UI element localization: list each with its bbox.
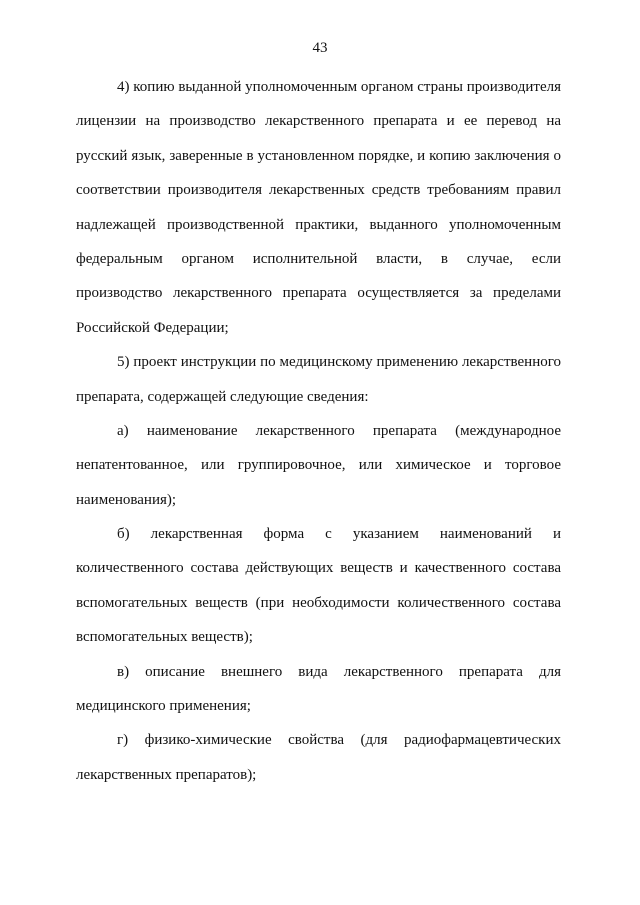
text-line: препарата, содержащей следующие сведения: xyxy=(76,388,369,405)
text-line: производство лекарственного препарата осуществляется за пределами xyxy=(76,285,561,302)
text-line: наименования); xyxy=(76,491,177,508)
text-line: а) наименование лекарственного препарата (международное xyxy=(117,422,561,439)
text-line: 4) копию выданной уполномоченным органом страны производителя xyxy=(117,79,561,95)
page-number: 43 xyxy=(312,40,328,56)
text-line: лицензии на производство лекарственного препарата и ее перевод на xyxy=(76,113,561,130)
document-body xyxy=(76,70,561,792)
text-line: вспомогательных веществ (при необходимости количественного состава xyxy=(76,594,561,611)
text-line: Российской Федерации; xyxy=(76,319,229,336)
text-line: федеральным органом исполнительной власти, в случае, если xyxy=(76,250,561,267)
text-line: б) лекарственная форма с указанием наименований и xyxy=(117,526,561,543)
text-line: вспомогательных веществ); xyxy=(76,629,253,646)
text-line: русский язык, заверенные в установленном порядке, и копию заключения о xyxy=(76,147,561,164)
text-line: надлежащей производственной практики, выданного уполномоченным xyxy=(76,216,561,233)
text-line: медицинского применения; xyxy=(76,698,251,715)
text-line: в) описание внешнего вида лекарственного препарата для xyxy=(117,663,561,680)
text-line: 5) проект инструкции по медицинскому применению лекарственного xyxy=(117,354,561,371)
text-line: количественного состава действующих веществ и качественного состава xyxy=(76,560,561,577)
text-line: соответствии производителя лекарственных средств требованиям правил xyxy=(76,182,561,199)
text-line: лекарственных препаратов); xyxy=(76,766,257,783)
text-line: г) физико-химические свойства (для радиофармацевтических xyxy=(117,732,561,749)
text-line: непатентованное, или группировочное, или химическое и торговое xyxy=(76,457,561,474)
